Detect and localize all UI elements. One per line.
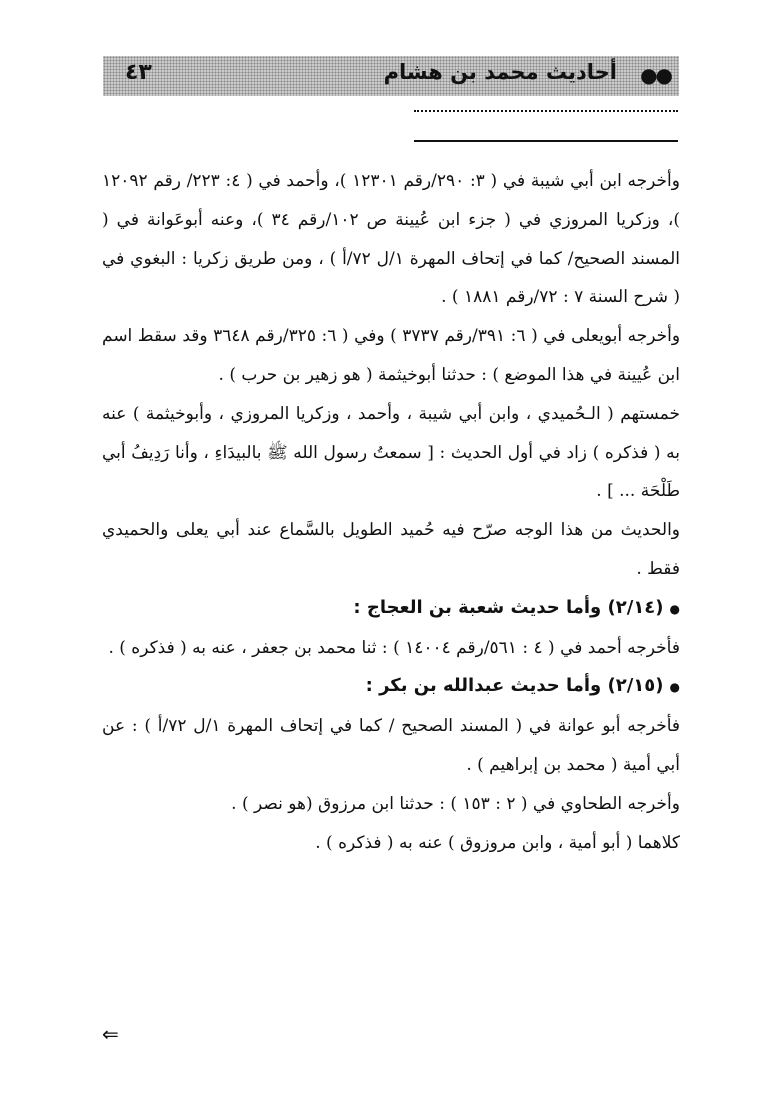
section-heading-text: (٢/١٤) وأما حديث شعبة بن العجاج : — [353, 596, 664, 618]
bullet-icon: ● — [669, 601, 680, 616]
paragraph: وأخرجه الطحاوي في ( ٢ : ١٥٣ ) : حدثنا ابن مرزوق (هو نصر ) . — [231, 793, 680, 814]
paragraph: فأخرجه أبو عوانة في ( المسند الصحيح / كما في إتحاف المهرة ١/ل ٧٢/أ ) : عن أبي أمية ( محمد بن إبراهيم ) . — [102, 716, 681, 775]
section-heading-text: (٢/١٥) وأما حديث عبدالله بن بكر : — [365, 675, 664, 697]
paragraph: وأخرجه أبويعلى في ( ٦: ٣٩١/رقم ٣٧٣٧ ) وفي ( ٦: ٣٢٥/رقم ٣٦٤٨ وقد سقط اسم ابن عُيينة في هذا الموضع ) : حدثنا أبوخيثمة ( هو زهير بن حرب ) . — [102, 326, 681, 385]
solid-divider — [414, 140, 678, 142]
page-body — [102, 162, 680, 862]
paragraph: خمستهم ( الـحُميدي ، وابن أبي شيبة ، وأحمد ، وزكريا المروزي ، وأبوخيثمة ) عنه به ( فذكره ) زاد في أول الحديث : [ سمعتُ رسول الله ﷺ بالبيدَاءِ ، وأنا رَدِيفُ أبي طَلْحَة ... ] . — [102, 403, 680, 502]
header-ornament: ●● — [640, 63, 671, 87]
paragraph: فأخرجه أحمد في ( ٤ : ٥٦١/رقم ١٤٠٠٤ ) : ثنا محمد بن جعفر ، عنه به ( فذكره ) . — [108, 637, 680, 658]
dotted-divider — [414, 110, 678, 112]
paragraph: وأخرجه ابن أبي شيبة في ( ٣: ٢٩٠/رقم ١٢٣٠١ )، وأحمد في ( ٤: ٢٢٣/ رقم ١٢٠٩٢ )، وزكريا المروزي في ( جزء ابن عُيينة ص ١٠٢/رقم ٣٤ )، وعنه أبوعَوانة في ( المسند الصحيح/ كما في إتحاف المهرة ١/ل ٧٢/أ ) ، ومن طريق زكريا : البغوي في ( شرح السنة ٧ : ٧٢/رقم ١٨٨١ ) . — [102, 171, 680, 308]
page-header — [103, 56, 679, 96]
bullet-icon: ● — [669, 680, 680, 695]
header-title: أحاديث محمد بن هشام — [383, 60, 617, 84]
section-heading — [102, 589, 680, 629]
page-number: ٤٣ — [125, 60, 152, 85]
paragraph: كلاهما ( أبو أمية ، وابن مروزوق ) عنه به ( فذكره ) . — [315, 832, 680, 853]
section-heading — [102, 667, 680, 707]
continuation-arrow-icon: ⇐ — [102, 1022, 119, 1046]
paragraph: والحديث من هذا الوجه صرّح فيه حُميد الطويل بالسَّماع عند أبي يعلى والحميدي فقط . — [102, 520, 680, 579]
